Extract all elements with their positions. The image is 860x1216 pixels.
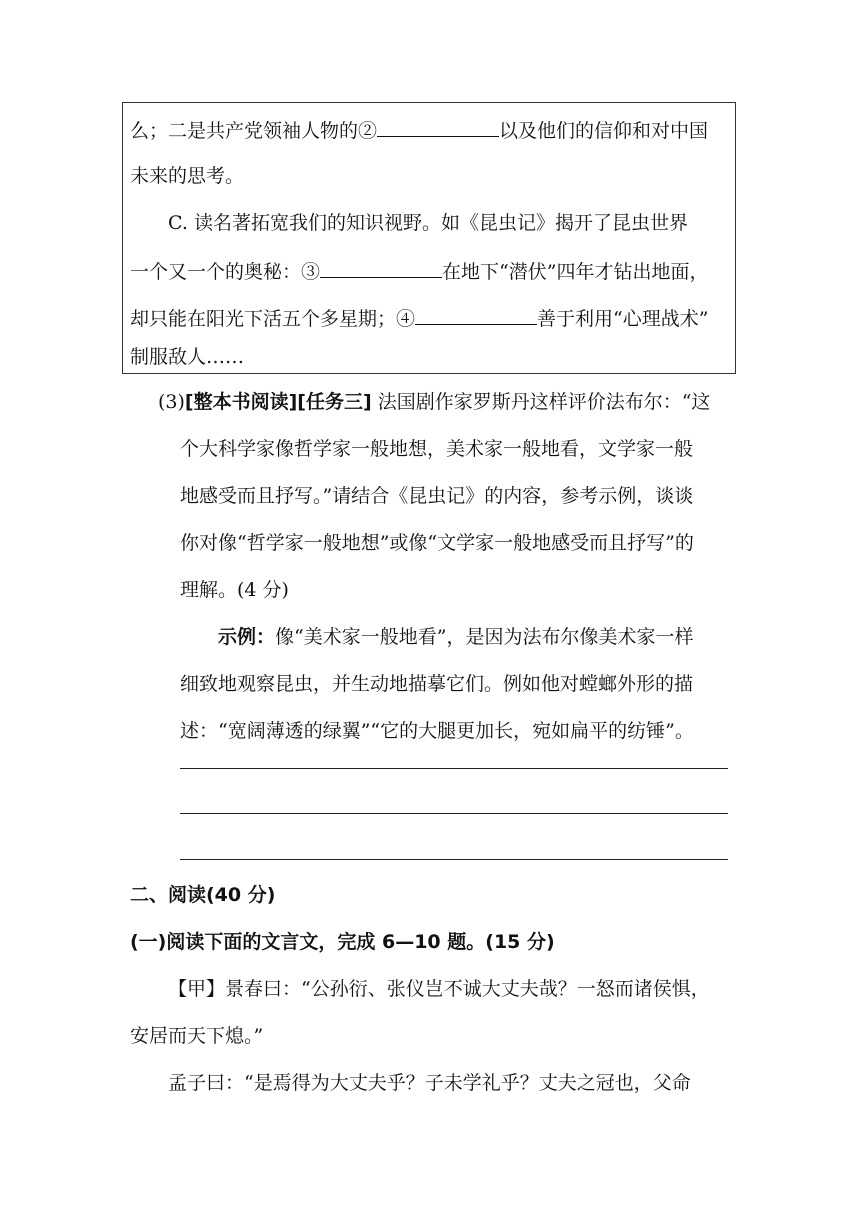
blank-4[interactable] — [415, 304, 537, 325]
example-line-1 — [218, 624, 693, 650]
text-segment: 以及他们的信仰和对中国 — [499, 120, 709, 142]
box-line-4 — [130, 257, 708, 285]
blank-2[interactable] — [377, 116, 499, 137]
box-line-1 — [130, 116, 708, 144]
question-3-line-4: 你对像“哲学家一般地想”或像“文学家一般地感受而且抒写”的 — [180, 532, 694, 554]
tag-task-three: [任务三] — [297, 391, 372, 413]
question-3-line-2: 个大科学家像哲学家一般地想，美术家一般地看，文学家一般 — [180, 438, 694, 460]
tag-book-reading: [整本书阅读] — [184, 391, 298, 413]
question-3-line-5: 理解。(4 分) — [180, 579, 289, 601]
question-number: (3) — [158, 391, 185, 413]
answer-line-2[interactable] — [180, 813, 728, 814]
text-segment: 却只能在阳光下活五个多星期；④ — [130, 308, 416, 330]
text-segment: 法国剧作家罗斯丹这样评价法布尔：“这 — [371, 391, 711, 413]
box-line-3: C. 读名著拓宽我们的知识视野。如《昆虫记》揭开了昆虫世界 — [168, 212, 688, 234]
blank-3[interactable] — [320, 257, 442, 278]
passage-instruction: (一)阅读下面的文言文，完成 6—10 题。(15 分) — [130, 931, 555, 953]
section-2-title: 二、阅读(40 分) — [130, 884, 276, 906]
box-line-6: 制服敌人…… — [130, 346, 245, 368]
question-3-line-3: 地感受而且抒写。”请结合《昆虫记》的内容，参考示例，谈谈 — [180, 485, 694, 507]
box-line-2: 未来的思考。 — [130, 165, 245, 187]
question-3-line-1 — [158, 389, 710, 415]
passage-line-3: 孟子曰：“是焉得为大丈夫乎？子未学礼乎？丈夫之冠也，父命 — [168, 1072, 691, 1094]
text-segment: 像“美术家一般地看”，是因为法布尔像美术家一样 — [275, 626, 694, 648]
text-segment: 善于利用“心理战术” — [537, 308, 709, 330]
text-segment: 在地下“潜伏”四年才钻出地面， — [442, 261, 709, 283]
passage-line-2: 安居而天下熄。” — [130, 1025, 264, 1047]
answer-line-3[interactable] — [180, 859, 728, 860]
box-line-5 — [130, 304, 708, 332]
answer-line-1[interactable] — [180, 768, 728, 769]
text-segment: 么；二是共产党领袖人物的② — [130, 120, 378, 142]
passage-line-1: 【甲】景春曰：“公孙衍、张仪岂不诚大丈夫哉？一怒而诸侯惧， — [168, 978, 710, 1000]
example-label: 示例： — [218, 626, 276, 648]
example-line-3: 述：“宽阔薄透的绿翼”“它的大腿更加长，宛如扁平的纺锤”。 — [180, 720, 694, 742]
example-line-2: 细致地观察昆虫，并生动地描摹它们。例如他对螳螂外形的描 — [180, 673, 694, 695]
text-segment: 一个又一个的奥秘：③ — [130, 261, 321, 283]
